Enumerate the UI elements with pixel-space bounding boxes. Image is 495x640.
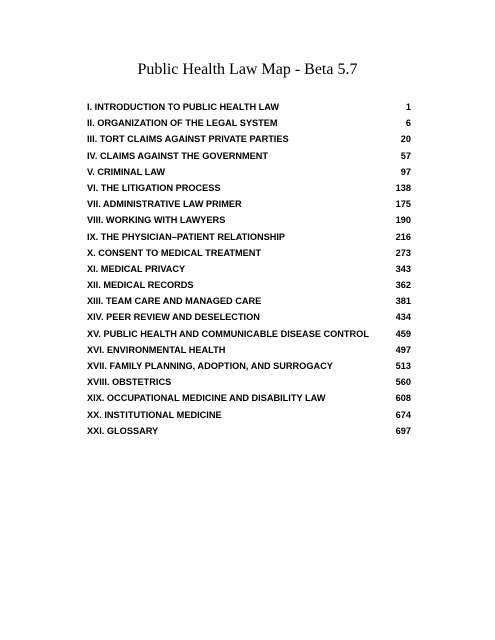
toc-entry[interactable] (87, 164, 411, 180)
toc-entry[interactable] (87, 358, 411, 374)
toc-entry-label: X. CONSENT TO MEDICAL TREATMENT (87, 247, 262, 258)
toc-entry-label: VI. THE LITIGATION PROCESS (87, 182, 221, 193)
toc-entry-label: VII. ADMINISTRATIVE LAW PRIMER (87, 199, 242, 210)
toc-entry[interactable] (87, 326, 411, 342)
toc-entry-page: 57 (400, 150, 411, 161)
toc-entry-label: XVI. ENVIRONMENTAL HEALTH (87, 344, 226, 355)
toc-entry-page: 1 (405, 102, 411, 112)
toc-entry-label: XVII. FAMILY PLANNING, ADOPTION, AND SURROGACY (87, 361, 333, 371)
toc-entry-page: 138 (395, 182, 411, 193)
toc-entry[interactable] (87, 261, 411, 277)
toc-entry-label: VIII. WORKING WITH LAWYERS (87, 215, 226, 226)
toc-entry-label: XX. INSTITUTIONAL MEDICINE (87, 409, 222, 420)
toc-entry-page: 343 (395, 263, 411, 274)
toc-entry[interactable] (87, 277, 411, 293)
toc-entry-label: IV. CLAIMS AGAINST THE GOVERNMENT (87, 150, 269, 161)
toc-entry-label: XVIII. OBSTETRICS (87, 377, 172, 388)
toc-entry-page: 273 (395, 247, 411, 258)
toc-entry[interactable] (87, 390, 411, 406)
toc-entry-label: IX. THE PHYSICIAN–PATIENT RELATIONSHIP (87, 231, 286, 242)
toc-entry-page: 20 (400, 134, 411, 145)
toc-entry-page: 216 (395, 231, 411, 242)
toc-entry-page: 497 (395, 344, 411, 355)
page-title: Public Health Law Map - Beta 5.7 (137, 61, 358, 78)
toc-entry-page: 459 (395, 328, 411, 339)
toc-entry-page: 560 (395, 377, 411, 388)
toc-entry[interactable] (87, 374, 411, 390)
toc-entry[interactable] (87, 407, 411, 423)
toc-entry[interactable] (87, 342, 411, 358)
toc-entry[interactable] (87, 212, 411, 228)
toc-entry-label: II. ORGANIZATION OF THE LEGAL SYSTEM (87, 118, 278, 129)
table-of-contents (87, 99, 411, 439)
toc-entry[interactable] (87, 115, 411, 131)
toc-entry-label: XV. PUBLIC HEALTH AND COMMUNICABLE DISEASE CONTROL (87, 328, 369, 339)
toc-entry-label: XIII. TEAM CARE AND MANAGED CARE (87, 296, 262, 307)
toc-entry-page: 434 (395, 312, 411, 323)
toc-entry-label: XXI. GLOSSARY (87, 425, 159, 436)
toc-entry-page: 362 (395, 280, 411, 291)
toc-entry-page: 6 (405, 118, 411, 129)
toc-entry-label: XI. MEDICAL PRIVACY (87, 263, 186, 274)
toc-entry-page: 674 (395, 409, 411, 420)
toc-entry-page: 97 (400, 166, 411, 177)
toc-entry-label: III. TORT CLAIMS AGAINST PRIVATE PARTIES (87, 134, 289, 145)
toc-entry-page: 608 (395, 393, 411, 404)
toc-entry[interactable] (87, 99, 411, 115)
toc-entry[interactable] (87, 131, 411, 147)
toc-entry-page: 381 (395, 296, 411, 307)
toc-entry-label: XIV. PEER REVIEW AND DESELECTION (87, 312, 260, 323)
toc-entry[interactable] (87, 423, 411, 439)
toc-entry[interactable] (87, 309, 411, 325)
toc-entry-label: I. INTRODUCTION TO PUBLIC HEALTH LAW (87, 102, 280, 112)
toc-entry-label: XII. MEDICAL RECORDS (87, 280, 194, 291)
toc-entry-label: V. CRIMINAL LAW (87, 166, 166, 177)
toc-entry[interactable] (87, 229, 411, 245)
toc-entry-page: 190 (395, 215, 411, 226)
toc-entry[interactable] (87, 196, 411, 212)
toc-entry-page: 513 (395, 361, 411, 371)
toc-entry[interactable] (87, 245, 411, 261)
toc-entry-label: XIX. OCCUPATIONAL MEDICINE AND DISABILITY LAW (87, 393, 326, 404)
toc-entry-page: 175 (395, 199, 411, 210)
toc-entry[interactable] (87, 148, 411, 164)
toc-entry-page: 697 (395, 425, 411, 436)
toc-entry[interactable] (87, 293, 411, 309)
toc-entry[interactable] (87, 180, 411, 196)
